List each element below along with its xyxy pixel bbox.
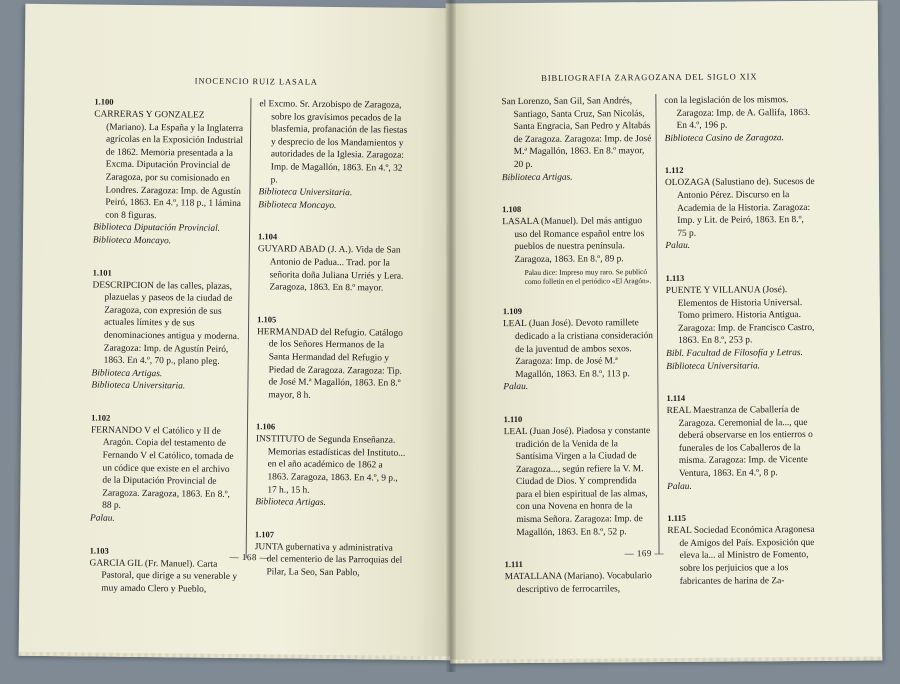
book-gutter: [446, 0, 456, 672]
entry-number: 1.106: [255, 421, 276, 432]
bibliography-entry: [503, 305, 654, 394]
bibliography-entry: [256, 314, 407, 403]
bibliography-entry: [93, 96, 245, 248]
entry-text: REAL Sociedad Económica Aragonesa de Amigos del País. Exposición que eleva la... al Ministro de Fomento, sobre los perjuicios que a los fabricantes de harina de Za-: [667, 525, 815, 587]
library-holding: Biblioteca Artigas.: [91, 368, 163, 379]
bibliography-entry: [255, 421, 406, 510]
library-holding: Biblioteca Universitaria.: [666, 360, 761, 372]
entry-number: 1.107: [254, 529, 275, 540]
library-holding: Biblioteca Casino de Zaragoza.: [664, 132, 784, 144]
right-column-2: [664, 94, 818, 608]
entry-number: 1.112: [664, 165, 684, 176]
page-number-right: — 169 —: [624, 548, 665, 559]
entry-text: OLOZAGA (Salustiano de). Sucesos de Antonio Pérez. Discurso en la Academia de la Historia. Zaragoza: Imp. y Lit. de Peiró, 1863. En 8.º, 75 p.: [664, 177, 815, 239]
left-page: [19, 4, 458, 660]
library-holding: Biblioteca Artigas.: [255, 497, 326, 509]
column-divider: [655, 94, 659, 554]
entry-number: 1.114: [666, 392, 686, 404]
entry-number: 1.100: [94, 96, 114, 107]
entry-text: GUYARD ABAD (J. A.). Vida de San Antonio de Padua... Trad. por la señorita doña Juliana Urriés y Lera. Zaragoza, 1863. En 8.º mayor.: [257, 244, 404, 294]
entry-number: 1.111: [504, 559, 523, 570]
entry-text: GARCIA GIL (Fr. Manuel). Carta Pastoral, que dirige a su venerable y muy amado Clero y Pueblo,: [89, 558, 238, 595]
library-holding: Palau.: [89, 513, 115, 524]
entry-text: el Excmo. Sr. Arzobispo de Zaragoza, sobre los gravísimos pecados de la blasfemia, profanación de las fiestas y desprecio de los Mandamientos y autoridades de la Iglesia. Zaragoza: Imp. de Magallón, 1863. En 4.º, 32 p.: [259, 99, 408, 185]
entry-number: 1.103: [89, 545, 109, 556]
entry-text: FERNANDO V el Católico y II de Aragón. Copia del testamento de Fernando V el Católico, tomada de un códice que existe en el archivo de la Diputación Provincial de Zaragoza. Zaragoza, 1863. En 8.º, 88 p.: [90, 425, 234, 512]
library-holding: Palau.: [503, 382, 529, 393]
entry-number: 1.110: [503, 413, 523, 425]
bibliography-entry: [89, 545, 240, 596]
entry-note: Palau dice: Impreso muy raro. Se publicó como folletín en el periódico «El Aragón».: [524, 266, 652, 286]
page-number-left: — 168 —: [229, 551, 270, 563]
entry-text: PUENTE Y VILLANUA (José). Elementos de Historia Universal. Tomo primero. Historia Antigua. Zaragoza: Imp. de Francisco Castro, 1863. En 8.º, 253 p.: [665, 285, 815, 347]
entry-text: con la legislación de los mismos. Zaragoza: Imp. de A. Gallifa, 1863. En 4.º, 196 p.: [664, 95, 811, 132]
deckle-edge: [19, 652, 451, 661]
running-head-author: INOCENCIO RUIZ LASALA: [194, 75, 318, 87]
entry-number: 1.104: [257, 231, 278, 242]
library-holding: Biblioteca Artigas.: [501, 172, 573, 183]
deckle-edge: [450, 656, 882, 663]
library-holding: Biblioteca Moncayo.: [92, 235, 172, 247]
bibliography-entry: [664, 94, 814, 145]
running-head-title: BIBLIOGRAFIA ZARAGOZANA DEL SIGLO XIX: [541, 71, 758, 83]
left-column-1: [89, 96, 244, 616]
entry-text: LEAL (Juan José). Devoto ramillete dedicado a la cristiana consideración de la juventud de ambos sexos. Zaragoza: Imp. de José M.ª Magallón, 1863. En 8.º, 113 p.: [502, 318, 654, 380]
entry-text: LASALA (Manuel). Del más antiguo uso del Romance español entre los pueblos de nuestra península. Zaragoza, 1863. En 8.º, 89 p.: [502, 216, 645, 265]
bibliography-entry: [90, 412, 241, 526]
bibliography-entry: [666, 272, 817, 373]
column-divider: [246, 98, 252, 558]
left-column-2: [254, 98, 409, 600]
entry-text: LEAL (Juan José). Piadosa y constante tradición de la Venida de la Santísima Virgen a la Ciudad de Zaragoza..., según refiere la V. M. Ciudad de Dios. Y comprendida para el bien espiritual de las almas, con una Novena en honra de la misma Señora. Zaragoza: Imp. de Magallón, 1863. En 8.º, 52 p.: [503, 426, 651, 538]
library-holding: Palau.: [665, 241, 691, 252]
bibliography-entry: [667, 512, 818, 588]
bibliography-entry: [501, 95, 652, 184]
bibliography-entry: [502, 203, 653, 286]
entry-number: 1.113: [665, 272, 685, 283]
right-column-1: [501, 95, 655, 616]
entry-number: 1.108: [502, 204, 522, 215]
entry-text: DESCRIPCION de las calles, plazas, plazuelas y paseos de la ciudad de Zaragoza, con expresión de sus actuales límites y de sus denominaciones antigua y moderna. Zaragoza: Imp. de Agustín Peiró, 1863. En 4.º, 70 p., plano pleg.: [92, 280, 240, 367]
entry-text: CARRERAS Y GONZALEZ (Mariano). La España y la Inglaterra agrícolas en la Exposición Industrial de 1862. Memoria presentada a la Excma. Diputación Provincial de Zaragoza, por su comisionado en Londres. Zaragoza: Imp. de Agustín Peiró, 1863. En 4.º, 118 p., 1 lámina con 8 figuras.: [94, 109, 244, 221]
library-holding: Biblioteca Universitaria.: [258, 187, 353, 199]
library-holding: Biblioteca Universitaria.: [91, 380, 186, 392]
bibliography-entry: [91, 267, 242, 394]
entry-number: 1.109: [502, 306, 523, 317]
bibliography-entry: [504, 413, 655, 539]
bibliography-entry: [505, 558, 655, 596]
bibliography-entry: [665, 164, 816, 253]
entry-text: HERMANDAD del Refugio. Catálogo de los Señores Hermanos de la Santa Hermandad del Refugio y Piedad de Zaragoza. Zaragoza: Tip. de José M.ª Magallón, 1863. En 8.º mayor, 8 h.: [256, 326, 403, 401]
bibliography-entry: [258, 98, 409, 213]
entry-text: INSTITUTO de Segunda Enseñanza. Memorias estadísticas del Instituto... en el año académico de 1862 a 1863. Zaragoza, 1863. En 4.º, 9 p., 17 h., 15 h.: [255, 434, 406, 496]
entry-number: 1.105: [257, 313, 277, 325]
entry-number: 1.102: [91, 412, 111, 423]
library-holding: Palau.: [667, 481, 692, 492]
entry-text: San Lorenzo, San Gil, San Andrés, Santiago, Santa Cruz, San Nicolás, Santa Engracia, San Pedro y Altabás de Zaragoza. Zaragoza: Imp. de José M.ª Magallón, 1863. En 8.º mayor, 20 p.: [501, 96, 652, 171]
bibliography-entry: [254, 529, 405, 580]
entry-text: MATALLANA (Mariano). Vocabulario descriptivo de ferrocarriles,: [504, 571, 652, 595]
right-page: [446, 1, 883, 664]
library-holding: Biblioteca Moncayo.: [258, 199, 337, 211]
library-holding: Biblioteca Diputación Provincial.: [93, 222, 221, 235]
entry-text: JUNTA gubernativa y administrativa del cementerio de las Parroquias del Pilar, La Seo, San Pablo,: [254, 542, 403, 579]
entry-number: 1.101: [92, 267, 112, 278]
library-holding: Bibl. Facultad de Filosofía y Letras.: [666, 347, 803, 359]
bibliography-entry: [666, 392, 817, 493]
entry-text: REAL Maestranza de Caballería de Zaragoza. Ceremonial de la..., que deberá observarse en los entierros o funerales de los Caballeros de la misma. Zaragoza: Imp. de Vicente Ventura, 1863. En 4.º, 8 p.: [666, 405, 813, 479]
bibliography-entry: [257, 232, 408, 296]
entry-number: 1.115: [667, 513, 686, 524]
